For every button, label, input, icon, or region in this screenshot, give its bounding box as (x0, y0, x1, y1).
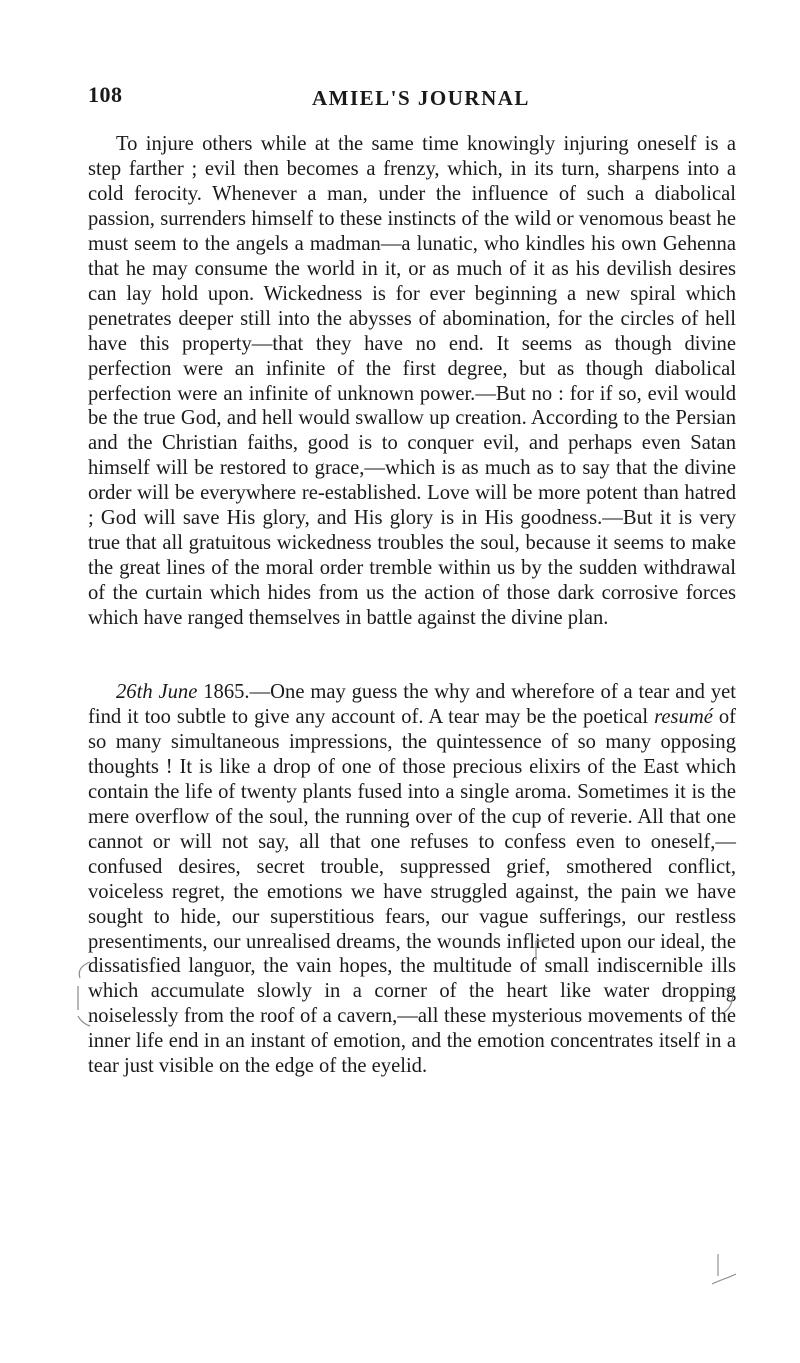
running-head (88, 82, 736, 116)
paragraph2-part1: —One may guess the why and wherefore of a tear and yet find it too subtle to give any account of. A tear may be the poetical (88, 681, 736, 728)
running-title: AMIEL'S JOURNAL (312, 86, 530, 110)
entry-date-day: 26th June (116, 681, 198, 703)
resume-word: resumé (654, 705, 713, 728)
page-number: 108 (88, 82, 123, 107)
paragraph2-part2: of so many simultaneous impressions, the quintessence of so many opposing thoughts ! It is like a drop of one of those precious elixirs of the East which contain the life of twenty plants fused into a single aroma. Sometimes it is the mere overflow of the soul, the running over of the cup of reverie. All that one cannot or will not say, all that one refuses to confess even to oneself,—confused desires, secret trouble, suppressed grief, smothered conflict, voiceless regret, the emotions we have struggled against, the pain we have sought to hide, our superstitious fears, our vague sufferings, our restless presentiments, our unrealised dreams, the wounds inflicted upon our ideal, the dissatisfied languor, the vain hopes, the multitude of small indiscernible ills which accumulate slowly in a corner of the heart like water dropping noiselessly from the roof of a cavern,—all these mysterious movements of the inner life end in an instant of emotion, and the emotion concentrates itself in a tear just visible on the edge of the eyelid. (88, 705, 736, 1078)
entry-date-year: 1865. (203, 681, 250, 703)
paragraph-wickedness: To injure others while at the same time knowingly injuring oneself is a step farther ; evil then becomes a frenzy, which, in its turn, sharpens into a cold ferocity. Whenever a man, under the influence of such a diabolical passion, surrenders himself to these instincts of the wild or venomous beast he must seem to the angels a madman—a lunatic, who kindles his own Gehenna that he may consume the world in it, or as much of it as his devilish desires can lay hold upon. Wickedness is for ever beginning a new spiral which penetrates deeper still into the abysses of abomination, for the circles of hell have this property—that they have no end. It seems as though divine perfection were an infinite of the first degree, but as though diabolical perfection were an infinite of unknown power.—But no : for if so, evil would be the true God, and hell would swallow up creation. According to the Persian and the Christian faiths, good is to conquer evil, and perhaps even Satan himself will be restored to grace,—which is as much as to say that the divine order will be everywhere re-established. Love will be more potent than hatred ; God will save His glory, and His glory is in His goodness.—But it is very true that all gratuitous wickedness troubles the soul, because it seems to make the great lines of the moral order tremble within us by the sudden withdrawal of the curtain which hides from us the action of those dark corrosive forces which have ranged themselves in battle against the divine plan. (88, 133, 736, 630)
pencil-end-mark (710, 1250, 740, 1290)
paragraph-tear-entry (88, 680, 736, 1079)
